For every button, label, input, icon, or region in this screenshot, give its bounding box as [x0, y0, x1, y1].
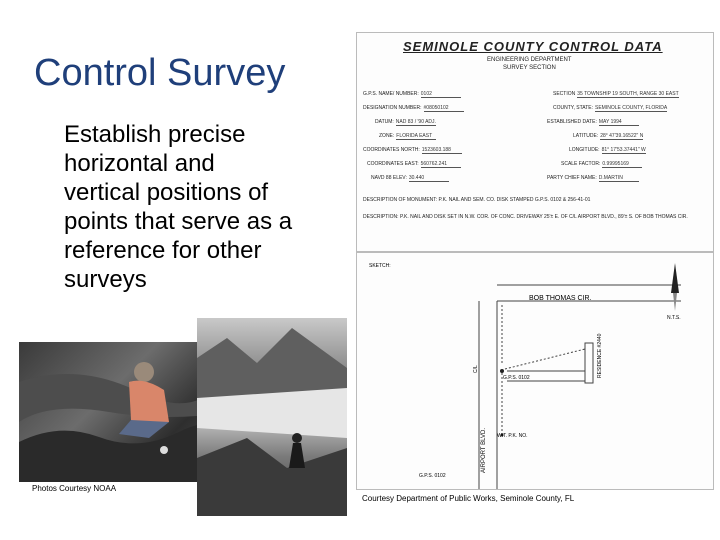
- control-data-sheet: [356, 32, 714, 252]
- sketch-drawing: [357, 253, 713, 489]
- field-scale: SCALE FACTOR: 0.99995169: [561, 161, 642, 168]
- gps-point-label-lower: G.P.S. 0102: [419, 473, 446, 479]
- field-county: COUNTY, STATE: SEMINOLE COUNTY, FLORIDA: [553, 105, 668, 111]
- field-longitude: LONGITUDE: 81° 17'53.37441" W: [569, 147, 646, 153]
- mountain-illustration: [197, 318, 347, 516]
- slide-title: Control Survey: [34, 52, 286, 94]
- road-label-bob-thomas: BOB THOMAS CIR.: [529, 295, 592, 302]
- photo-credit: Photos Courtesy NOAA: [32, 484, 117, 493]
- field-designation: DESIGNATION NUMBER: #08050102: [363, 105, 464, 112]
- body-line: reference for other: [64, 237, 262, 264]
- body-line: surveys: [64, 266, 147, 293]
- monument-description: DESCRIPTION OF MONUMENT: P.K. NAIL AND SEM. CO. DISK STAMPED G.P.S. 0102 & 256-41-01: [363, 197, 591, 203]
- document-credit: Courtesy Department of Public Works, Seminole County, FL: [362, 494, 575, 503]
- nts-label: N.T.S.: [667, 315, 681, 321]
- field-gps-name: G.P.S. NAME/ NUMBER: 0102: [363, 91, 461, 98]
- body-line: Establish precise: [64, 121, 246, 148]
- field-party-chief: PARTY CHIEF NAME: D.MARTIN: [547, 175, 639, 182]
- body-line: vertical positions of: [64, 179, 269, 206]
- centerline-label: C/L: [473, 365, 479, 373]
- body-line: points that serve as a: [64, 208, 293, 235]
- road-label-airport: AIRPORT BLVD.: [481, 427, 487, 473]
- body-paragraph: [64, 120, 354, 294]
- sheet-section: SURVEY SECTION: [503, 65, 556, 71]
- witness-label: WIT. P.K. NO.: [497, 433, 528, 439]
- survey-sketch: [356, 252, 714, 490]
- gps-point-label: G.P.S. 0102: [503, 375, 530, 381]
- sheet-department: ENGINEERING DEPARTMENT: [487, 57, 572, 63]
- field-section: SECTION 35 TOWNSHIP 19 SOUTH, RANGE 30 EAST: [553, 91, 679, 97]
- surveyor-photo-mountain: [197, 318, 347, 516]
- field-north: COORDINATES NORTH: 1523603.188: [363, 147, 462, 154]
- sketch-label: SKETCH:: [369, 263, 391, 269]
- sheet-heading: SEMINOLE COUNTY CONTROL DATA: [403, 39, 663, 54]
- field-established: ESTABLISHED DATE: MAY 1994: [547, 119, 639, 126]
- field-latitude: LATITUDE: 28° 47'39.16522" N: [573, 133, 644, 139]
- residence-label: RESIDENCE #2440: [597, 333, 603, 378]
- field-elev: NAVD 88 ELEV: 30.440: [371, 175, 449, 182]
- body-line: horizontal and: [64, 150, 215, 177]
- field-datum: DATUM: NAD 83 / '90 ADJ.: [375, 119, 436, 125]
- location-description: DESCRIPTION: P.K. NAIL AND DISK SET IN N.W. COR. OF CONC. DRIVEWAY 25'± E. OF C/L AIRPORT BLVD., 89'± S. OF BOB THOMAS CIR.: [363, 214, 688, 220]
- field-zone: ZONE: FLORIDA EAST: [379, 133, 436, 140]
- field-east: COORDINATES EAST: 560762.241: [367, 161, 461, 168]
